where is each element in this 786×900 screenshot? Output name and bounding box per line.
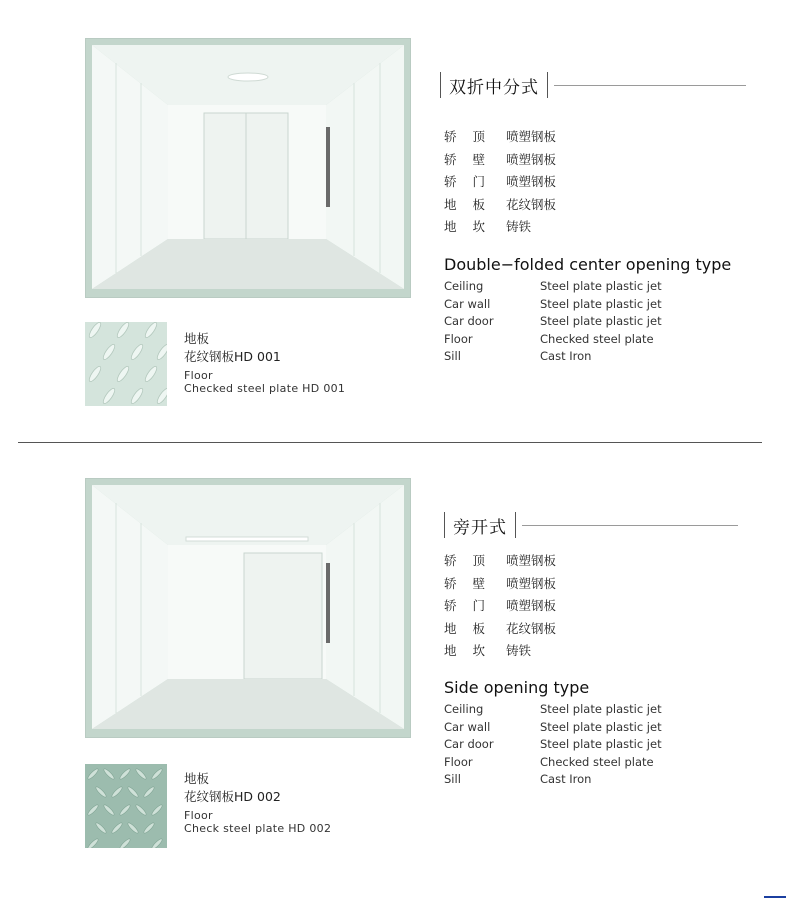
spec-key: 轿 门 — [444, 598, 491, 614]
spec-value: Checked steel plate — [540, 754, 654, 769]
spec-key: Floor — [444, 754, 473, 769]
spec-list-cn — [444, 127, 556, 240]
spec-key: 地 坎 — [444, 219, 491, 235]
spec-value: 喷塑钢板 — [506, 129, 557, 144]
heading-cn-side-opening — [444, 512, 738, 538]
spec-key: 轿 门 — [444, 174, 491, 190]
spec-row — [444, 150, 556, 173]
spec-key: Car wall — [444, 296, 491, 311]
spec-row — [444, 619, 556, 642]
heading-bar-right — [547, 72, 548, 98]
spec-row — [444, 596, 556, 619]
heading-bar-right — [515, 512, 516, 538]
spec-value: 喷塑钢板 — [506, 553, 557, 568]
spec-value: 喷塑钢板 — [506, 575, 557, 591]
spec-row — [444, 217, 556, 240]
spec-value: Steel plate plastic jet — [540, 279, 662, 293]
spec-row — [444, 755, 662, 773]
spec-key: 轿 壁 — [444, 151, 491, 167]
spec-key: 地 板 — [444, 196, 491, 212]
spec-row — [444, 702, 662, 720]
spec-row — [444, 172, 556, 195]
corner-accent-mark — [764, 896, 786, 898]
heading-rule — [522, 525, 738, 526]
spec-row — [444, 551, 556, 574]
swatch-name-en: Check steel plate HD 002 — [184, 822, 332, 835]
swatch-caption-hd001 — [184, 330, 345, 395]
swatch-label-en: Floor — [184, 809, 213, 822]
spec-value: Steel plate plastic jet — [540, 296, 662, 311]
spec-row — [444, 720, 662, 738]
spec-key: Car wall — [444, 719, 491, 734]
spec-value: 花纹钢板 — [506, 196, 557, 212]
heading-rule — [554, 85, 746, 86]
swatch-name-cn: 花纹钢板HD 001 — [184, 349, 281, 364]
spec-key: Floor — [444, 331, 473, 346]
swatch-label-cn: 地板 — [184, 771, 210, 786]
spec-row — [444, 127, 556, 150]
elevator-car-photo-center-opening — [85, 38, 411, 298]
spec-row — [444, 574, 556, 597]
spec-row — [444, 195, 556, 218]
spec-row — [444, 772, 662, 790]
spec-key: Ceiling — [444, 702, 484, 716]
spec-value: Cast Iron — [540, 772, 592, 786]
spec-key: Car door — [444, 314, 494, 328]
spec-key: Sill — [444, 772, 461, 786]
spec-key: 轿 顶 — [444, 553, 491, 568]
heading-text: 旁开式 — [453, 517, 507, 538]
spec-key: Ceiling — [444, 279, 484, 293]
spec-row — [444, 349, 662, 367]
spec-key: 地 坎 — [444, 643, 491, 659]
spec-value: Steel plate plastic jet — [540, 702, 662, 716]
spec-row — [444, 314, 662, 332]
spec-key: 地 板 — [444, 620, 491, 636]
spec-list-en — [444, 702, 662, 790]
spec-value: Steel plate plastic jet — [540, 314, 662, 328]
floor-swatch-hd002 — [85, 764, 167, 848]
swatch-caption-hd002 — [184, 770, 331, 835]
floor-swatch-hd001 — [85, 322, 167, 406]
swatch-name-cn: 花纹钢板HD 002 — [184, 789, 281, 804]
spec-value: Checked steel plate — [540, 331, 654, 346]
spec-list-cn — [444, 551, 556, 664]
spec-value: 喷塑钢板 — [506, 174, 557, 190]
spec-row — [444, 737, 662, 755]
spec-list-en — [444, 279, 662, 367]
spec-key: Car door — [444, 737, 494, 751]
swatch-label-en: Floor — [184, 369, 213, 382]
spec-key: Sill — [444, 349, 461, 363]
heading-text: 双折中分式 — [449, 77, 539, 98]
section-divider — [18, 442, 762, 443]
section-center-opening — [0, 0, 786, 440]
spec-value: Steel plate plastic jet — [540, 719, 662, 734]
heading-en-center-opening: Double−folded center opening type — [444, 255, 732, 274]
heading-en-side-opening: Side opening type — [444, 678, 590, 697]
spec-row — [444, 641, 556, 664]
spec-row — [444, 279, 662, 297]
spec-key: 轿 壁 — [444, 575, 491, 591]
spec-row — [444, 332, 662, 350]
spec-value: Steel plate plastic jet — [540, 737, 662, 751]
heading-cn-center-opening — [440, 72, 746, 98]
spec-value: 喷塑钢板 — [506, 598, 557, 614]
swatch-name-en: Checked steel plate HD 001 — [184, 382, 346, 395]
spec-value: 喷塑钢板 — [506, 151, 557, 167]
spec-row — [444, 297, 662, 315]
spec-value: 铸铁 — [506, 219, 532, 235]
spec-value: Cast Iron — [540, 349, 592, 363]
spec-key: 轿 顶 — [444, 129, 491, 144]
section-side-opening — [0, 450, 786, 900]
swatch-label-cn: 地板 — [184, 331, 210, 346]
elevator-car-photo-side-opening — [85, 478, 411, 738]
spec-value: 铸铁 — [506, 643, 532, 659]
spec-value: 花纹钢板 — [506, 620, 557, 636]
